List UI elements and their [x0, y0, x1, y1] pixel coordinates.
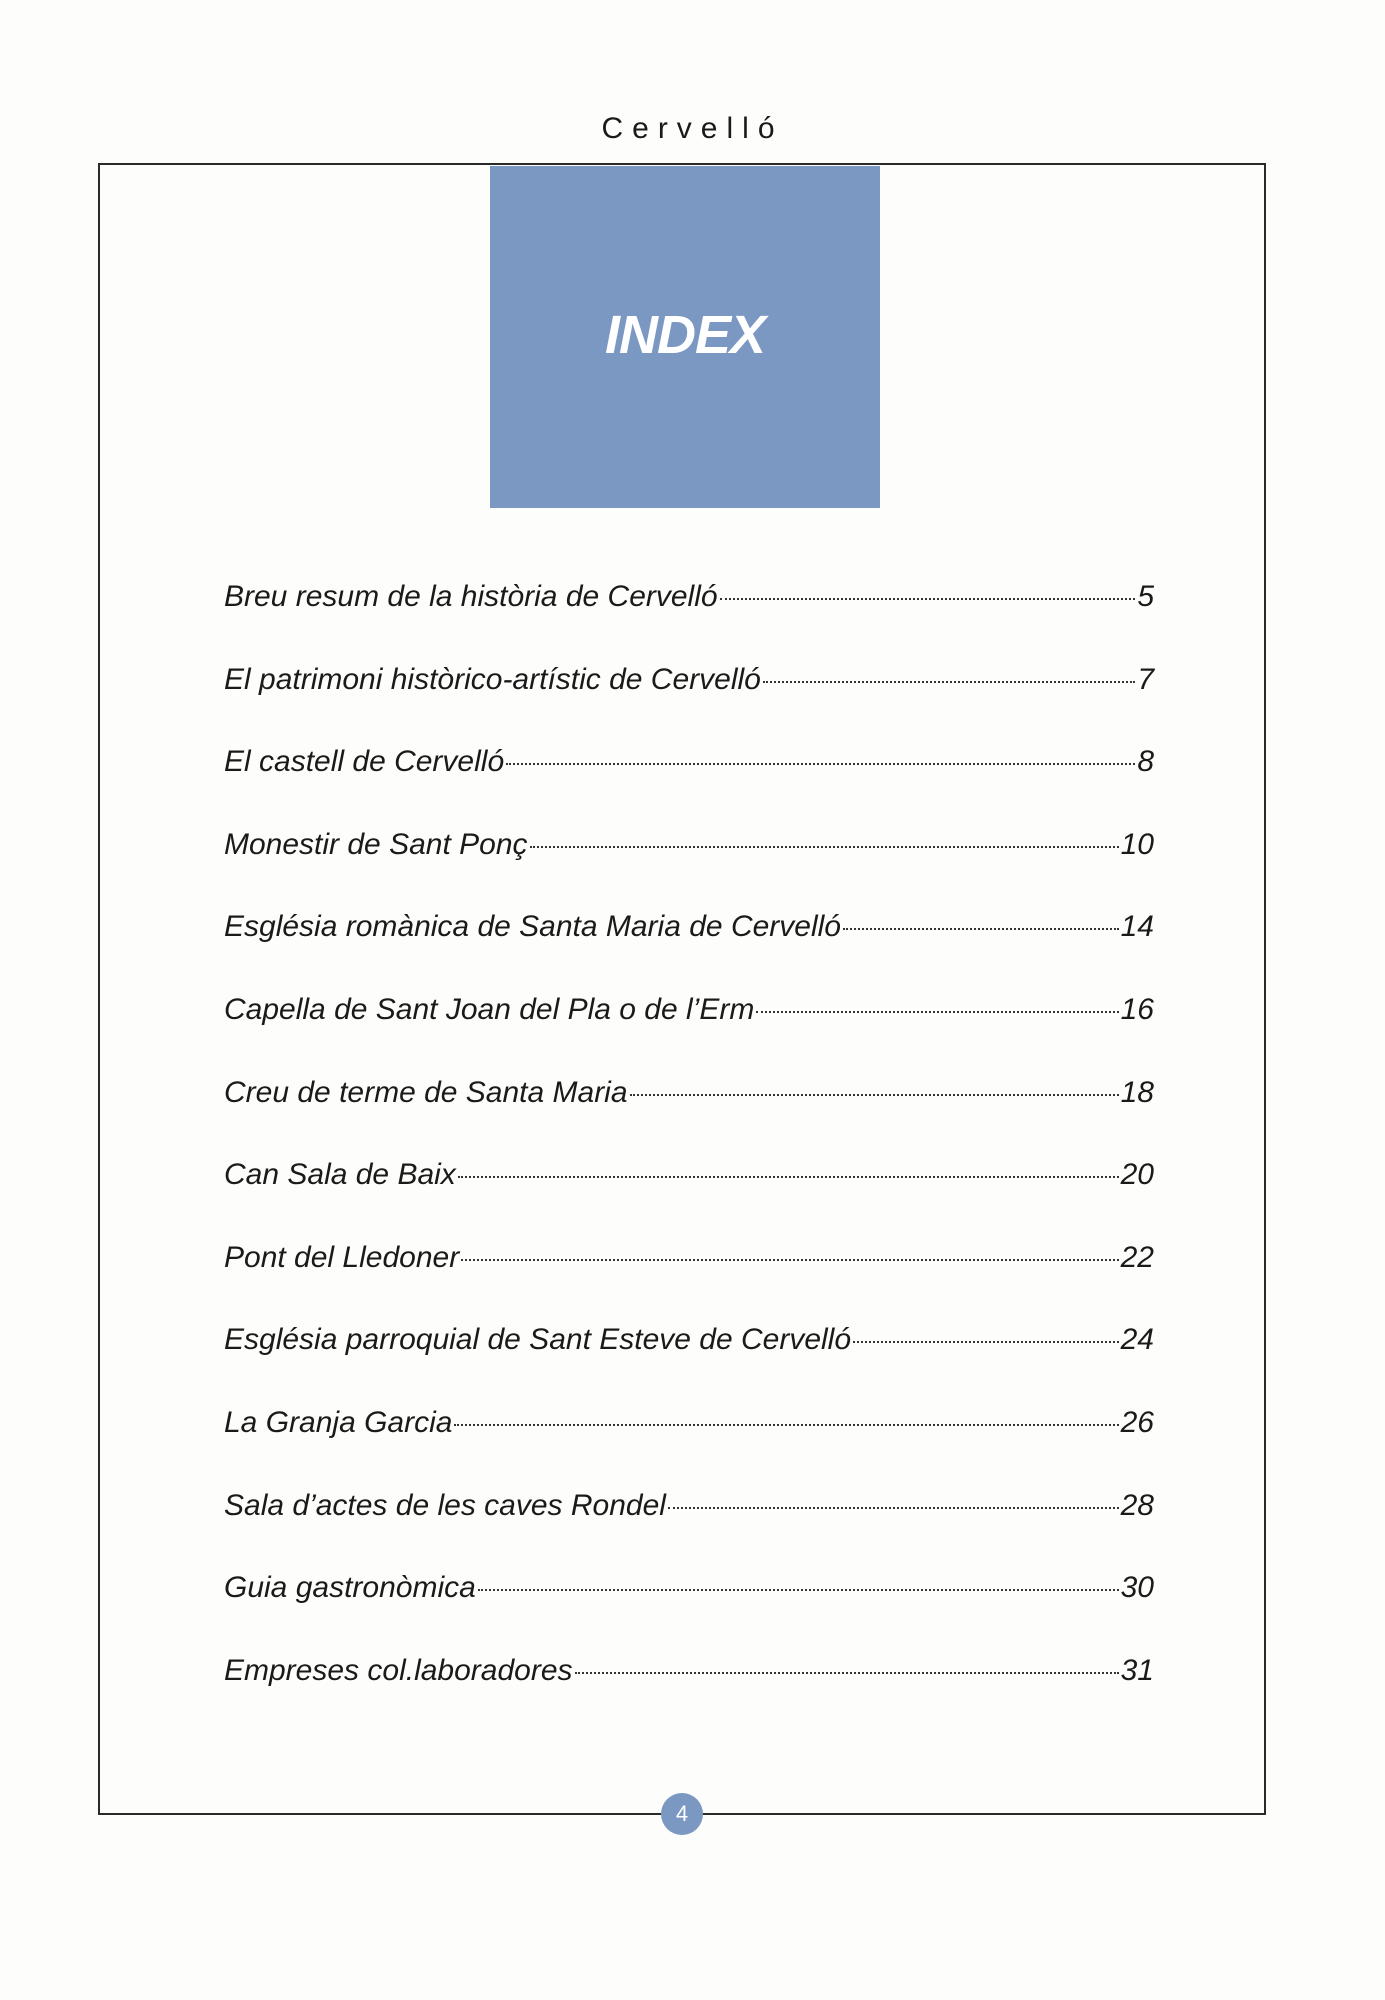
toc-entry-title: El patrimoni històrico-artístic de Cervelló [224, 662, 761, 696]
toc-entry[interactable] [224, 1158, 1154, 1241]
toc-dot-leader [575, 1671, 1119, 1674]
toc-entry-page: 10 [1120, 827, 1154, 861]
toc-entry-page: 14 [1120, 910, 1154, 944]
toc-entry[interactable] [224, 1406, 1154, 1489]
toc-entry-page: 24 [1120, 1323, 1154, 1357]
toc-entry[interactable] [224, 663, 1154, 746]
toc-entry[interactable] [224, 1654, 1154, 1737]
toc-entry-title: Església parroquial de Sant Esteve de Cervelló [224, 1323, 852, 1357]
toc-entry-page: 26 [1120, 1405, 1154, 1439]
toc-dot-leader [454, 1423, 1118, 1426]
toc-entry-title: Capella de Sant Joan del Pla o de l’Erm [224, 992, 755, 1026]
toc-dot-leader [843, 927, 1119, 930]
toc-dot-leader [763, 680, 1135, 683]
index-title: INDEX [604, 305, 766, 365]
toc-entry-title: Can Sala de Baix [224, 1158, 456, 1192]
toc-dot-leader [478, 1588, 1119, 1591]
toc-dot-leader [506, 762, 1135, 765]
toc-dot-leader [461, 1258, 1118, 1261]
toc-dot-leader [756, 1010, 1118, 1013]
toc-entry-page: 28 [1120, 1488, 1154, 1522]
toc-entry[interactable] [224, 1571, 1154, 1654]
toc-entry-title: El castell de Cervelló [224, 745, 505, 779]
toc-entry-page: 18 [1120, 1075, 1154, 1109]
toc-dot-leader [853, 1340, 1119, 1343]
index-banner [490, 166, 880, 508]
toc-entry[interactable] [224, 993, 1154, 1076]
toc-entry[interactable] [224, 1076, 1154, 1159]
toc-dot-leader [530, 845, 1119, 848]
toc-entry[interactable] [224, 1489, 1154, 1572]
toc-dot-leader [720, 597, 1136, 600]
table-of-contents [224, 580, 1154, 1736]
toc-entry-page: 8 [1137, 745, 1154, 779]
toc-entry-title: Empreses col.laboradores [224, 1653, 573, 1687]
toc-entry-title: Guia gastronòmica [224, 1571, 476, 1605]
toc-entry-title: Creu de terme de Santa Maria [224, 1075, 628, 1109]
toc-entry[interactable] [224, 1241, 1154, 1324]
toc-entry[interactable] [224, 828, 1154, 911]
toc-entry-title: Sala d’actes de les caves Rondel [224, 1488, 666, 1522]
toc-entry-title: Monestir de Sant Ponç [224, 827, 528, 861]
toc-entry-page: 20 [1120, 1158, 1154, 1192]
toc-entry-title: Pont del Lledoner [224, 1240, 460, 1274]
toc-entry-page: 16 [1120, 992, 1154, 1026]
toc-dot-leader [668, 1506, 1119, 1509]
toc-entry-title: La Granja Garcia [224, 1405, 453, 1439]
toc-entry[interactable] [224, 910, 1154, 993]
toc-dot-leader [630, 1093, 1119, 1096]
toc-entry-page: 30 [1120, 1571, 1154, 1605]
toc-entry[interactable] [224, 1323, 1154, 1406]
toc-entry-page: 5 [1137, 580, 1154, 613]
toc-entry[interactable] [224, 745, 1154, 828]
toc-entry-page: 31 [1120, 1653, 1154, 1687]
page-header: Cervelló [601, 112, 784, 145]
toc-entry-title: Església romànica de Santa Maria de Cervelló [224, 910, 841, 944]
page-number-badge: 4 [661, 1793, 703, 1835]
toc-entry[interactable] [224, 580, 1154, 663]
toc-entry-page: 7 [1137, 662, 1154, 696]
toc-entry-title: Breu resum de la història de Cervelló [224, 580, 718, 613]
toc-entry-page: 22 [1120, 1240, 1154, 1274]
toc-dot-leader [458, 1175, 1119, 1178]
